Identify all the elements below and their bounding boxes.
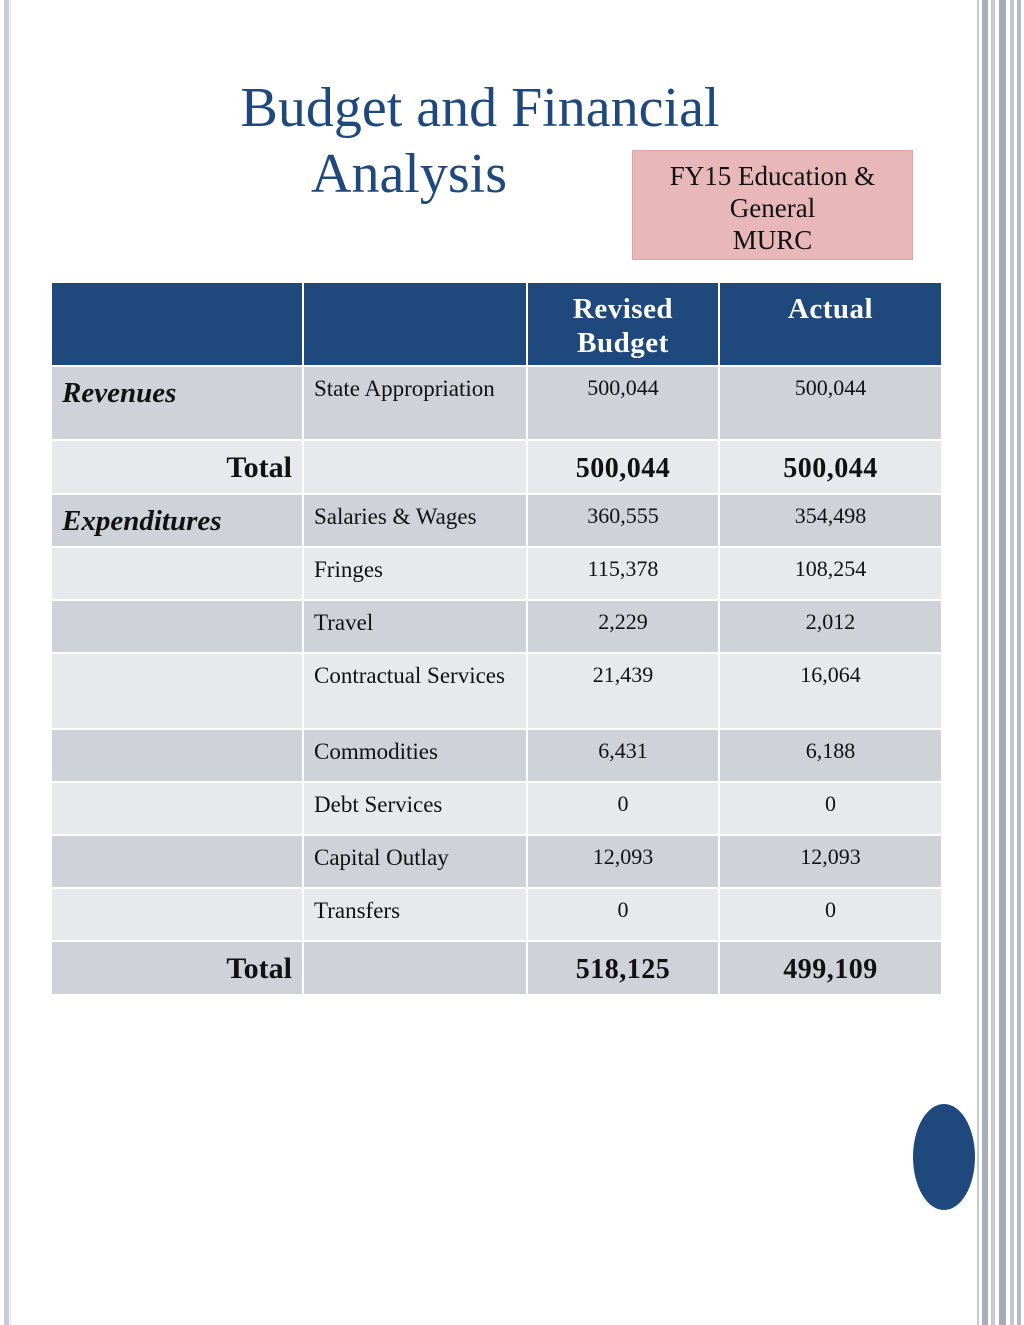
row-actual: 16,064 bbox=[719, 653, 942, 729]
row-actual: 2,012 bbox=[719, 600, 942, 653]
title-line-1: Budget and Financial bbox=[240, 77, 720, 139]
row-actual: 12,093 bbox=[719, 835, 942, 888]
row-budget: 12,093 bbox=[527, 835, 719, 888]
empty-cell bbox=[303, 941, 527, 995]
table-header-row bbox=[51, 282, 942, 366]
header-actual: Actual bbox=[719, 282, 942, 366]
row-item: Fringes bbox=[303, 547, 527, 600]
badge-line-2: General bbox=[729, 193, 816, 223]
empty-cell bbox=[51, 888, 303, 941]
empty-cell bbox=[51, 782, 303, 835]
row-actual: 0 bbox=[719, 782, 942, 835]
empty-cell bbox=[51, 547, 303, 600]
slide-frame-left-inner bbox=[10, 0, 11, 1325]
row-actual: 0 bbox=[719, 888, 942, 941]
table-row bbox=[51, 888, 942, 941]
header-category bbox=[51, 282, 303, 366]
table-row bbox=[51, 835, 942, 888]
table-row bbox=[51, 600, 942, 653]
table-row bbox=[51, 653, 942, 729]
row-actual: 6,188 bbox=[719, 729, 942, 782]
fund-badge bbox=[632, 150, 913, 260]
row-actual: 108,254 bbox=[719, 547, 942, 600]
row-item: Travel bbox=[303, 600, 527, 653]
badge-line-1: FY15 Education & bbox=[669, 161, 876, 191]
expenditures-total-label: Total bbox=[51, 941, 303, 995]
slide-frame-right bbox=[999, 0, 1006, 1325]
revenues-total-label: Total bbox=[51, 440, 303, 494]
revenues-label: Revenues bbox=[51, 366, 303, 440]
revenues-total-actual: 500,044 bbox=[719, 440, 942, 494]
slide-frame-right bbox=[977, 0, 979, 1325]
empty-cell bbox=[303, 440, 527, 494]
expenditures-total-row bbox=[51, 941, 942, 995]
empty-cell bbox=[51, 835, 303, 888]
row-item: Transfers bbox=[303, 888, 527, 941]
row-budget: 0 bbox=[527, 888, 719, 941]
table-row bbox=[51, 729, 942, 782]
empty-cell bbox=[51, 653, 303, 729]
empty-cell bbox=[51, 600, 303, 653]
title-line-2: Analysis bbox=[311, 143, 507, 205]
revenues-total-budget: 500,044 bbox=[527, 440, 719, 494]
row-budget: 0 bbox=[527, 782, 719, 835]
badge-line-3: MURC bbox=[732, 225, 813, 255]
table-row bbox=[51, 782, 942, 835]
row-item: Capital Outlay bbox=[303, 835, 527, 888]
row-item: Contractual Services bbox=[303, 653, 527, 729]
revenues-total-row bbox=[51, 440, 942, 494]
row-item: Commodities bbox=[303, 729, 527, 782]
empty-cell bbox=[51, 729, 303, 782]
slide-frame-right bbox=[1017, 0, 1021, 1325]
slide-frame-right bbox=[982, 0, 988, 1325]
slide-frame-right bbox=[1010, 0, 1014, 1325]
table-row bbox=[51, 494, 942, 547]
header-item bbox=[303, 282, 527, 366]
row-budget: 500,044 bbox=[527, 366, 719, 440]
row-budget: 6,431 bbox=[527, 729, 719, 782]
row-budget: 115,378 bbox=[527, 547, 719, 600]
row-budget: 2,229 bbox=[527, 600, 719, 653]
row-item: Debt Services bbox=[303, 782, 527, 835]
budget-table bbox=[50, 281, 943, 996]
slide-frame-left bbox=[4, 0, 9, 1325]
table-row bbox=[51, 547, 942, 600]
row-item: State Appropriation bbox=[303, 366, 527, 440]
row-actual: 354,498 bbox=[719, 494, 942, 547]
expenditures-total-actual: 499,109 bbox=[719, 941, 942, 995]
expenditures-label: Expenditures bbox=[51, 494, 303, 547]
expenditures-total-budget: 518,125 bbox=[527, 941, 719, 995]
slide-decoration-oval bbox=[913, 1104, 975, 1210]
header-revised-budget: Revised Budget bbox=[527, 282, 719, 366]
row-actual: 500,044 bbox=[719, 366, 942, 440]
row-budget: 21,439 bbox=[527, 653, 719, 729]
row-budget: 360,555 bbox=[527, 494, 719, 547]
row-item: Salaries & Wages bbox=[303, 494, 527, 547]
slide-frame-right bbox=[991, 0, 995, 1325]
table-row bbox=[51, 366, 942, 440]
